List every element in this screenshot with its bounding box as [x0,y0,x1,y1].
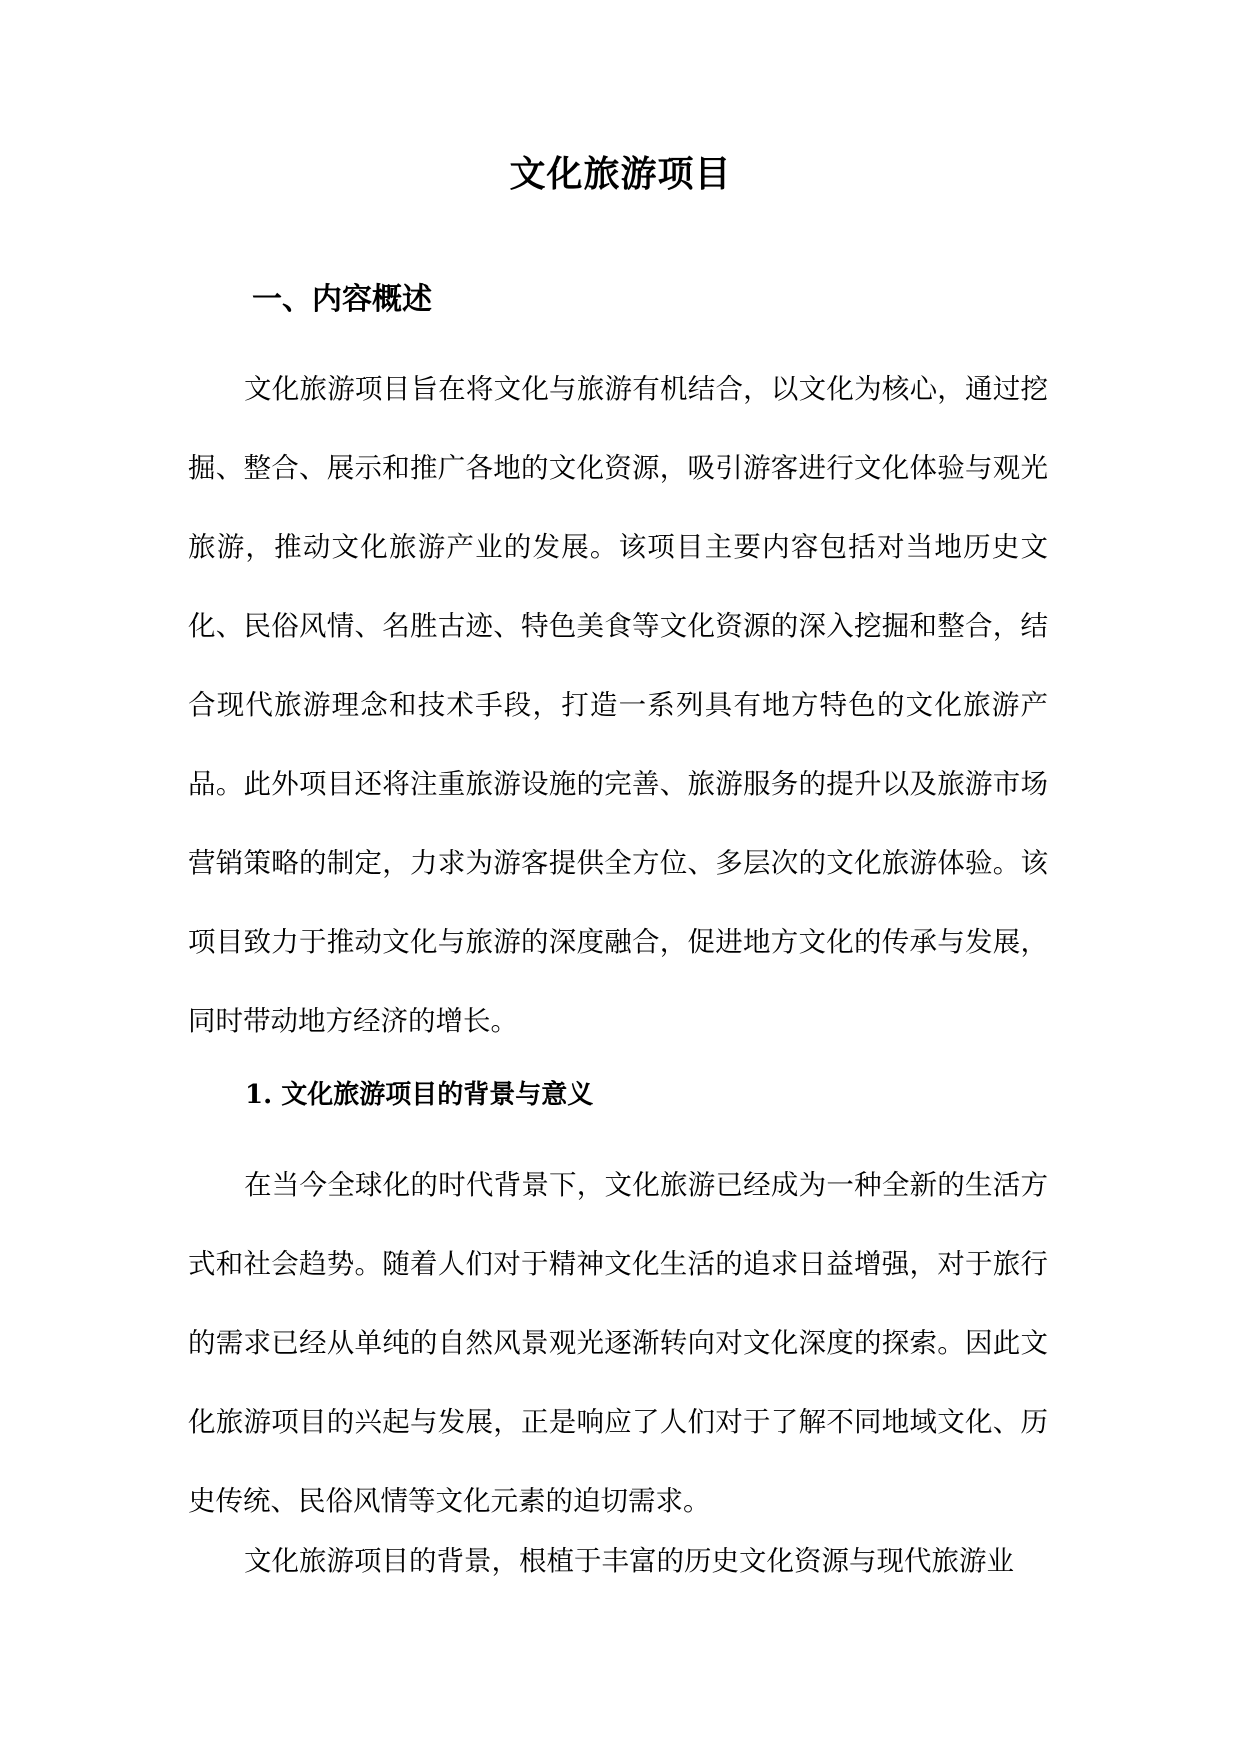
subsection-heading: 1. 文化旅游项目的背景与意义 [245,1080,594,1110]
section-paragraph: 文化旅游项目旨在将文化与旅游有机结合，以文化为核心，通过挖掘、整合、展示和推广各地的文化资源，吸引游客进行文化体验与观光旅游，推动文化旅游产业的发展。该项目主要内容包括对当地历史文化、民俗风情、名胜古迹、特色美食等文化资源的深入挖掘和整合，结合现代旅游理念和技术手段，打造一系列具有地方特色的文化旅游产品。此外项目还将注重旅游设施的完善、旅游服务的提升以及旅游市场营销策略的制定，力求为游客提供全方位、多层次的文化旅游体验。该项目致力于推动文化与旅游的深度融合，促进地方文化的传承与发展，同时带动地方经济的增长。 [188,373,1048,1037]
subsection-paragraph-1: 在当今全球化的时代背景下，文化旅游已经成为一种全新的生活方式和社会趋势。随着人们对于精神文化生活的追求日益增强，对于旅行的需求已经从单纯的自然风景观光逐渐转向对文化深度的探索。因此文化旅游项目的兴起与发展，正是响应了人们对于了解不同地域文化、历史传统、民俗风情等文化元素的迫切需求。 [188,1169,1048,1517]
subsection-paragraph-2: 文化旅游项目的背景，根植于丰富的历史文化资源与现代旅游业 [244,1545,1014,1577]
section-heading: 一、内容概述 [252,282,432,317]
document-title: 文化旅游项目 [509,153,732,195]
